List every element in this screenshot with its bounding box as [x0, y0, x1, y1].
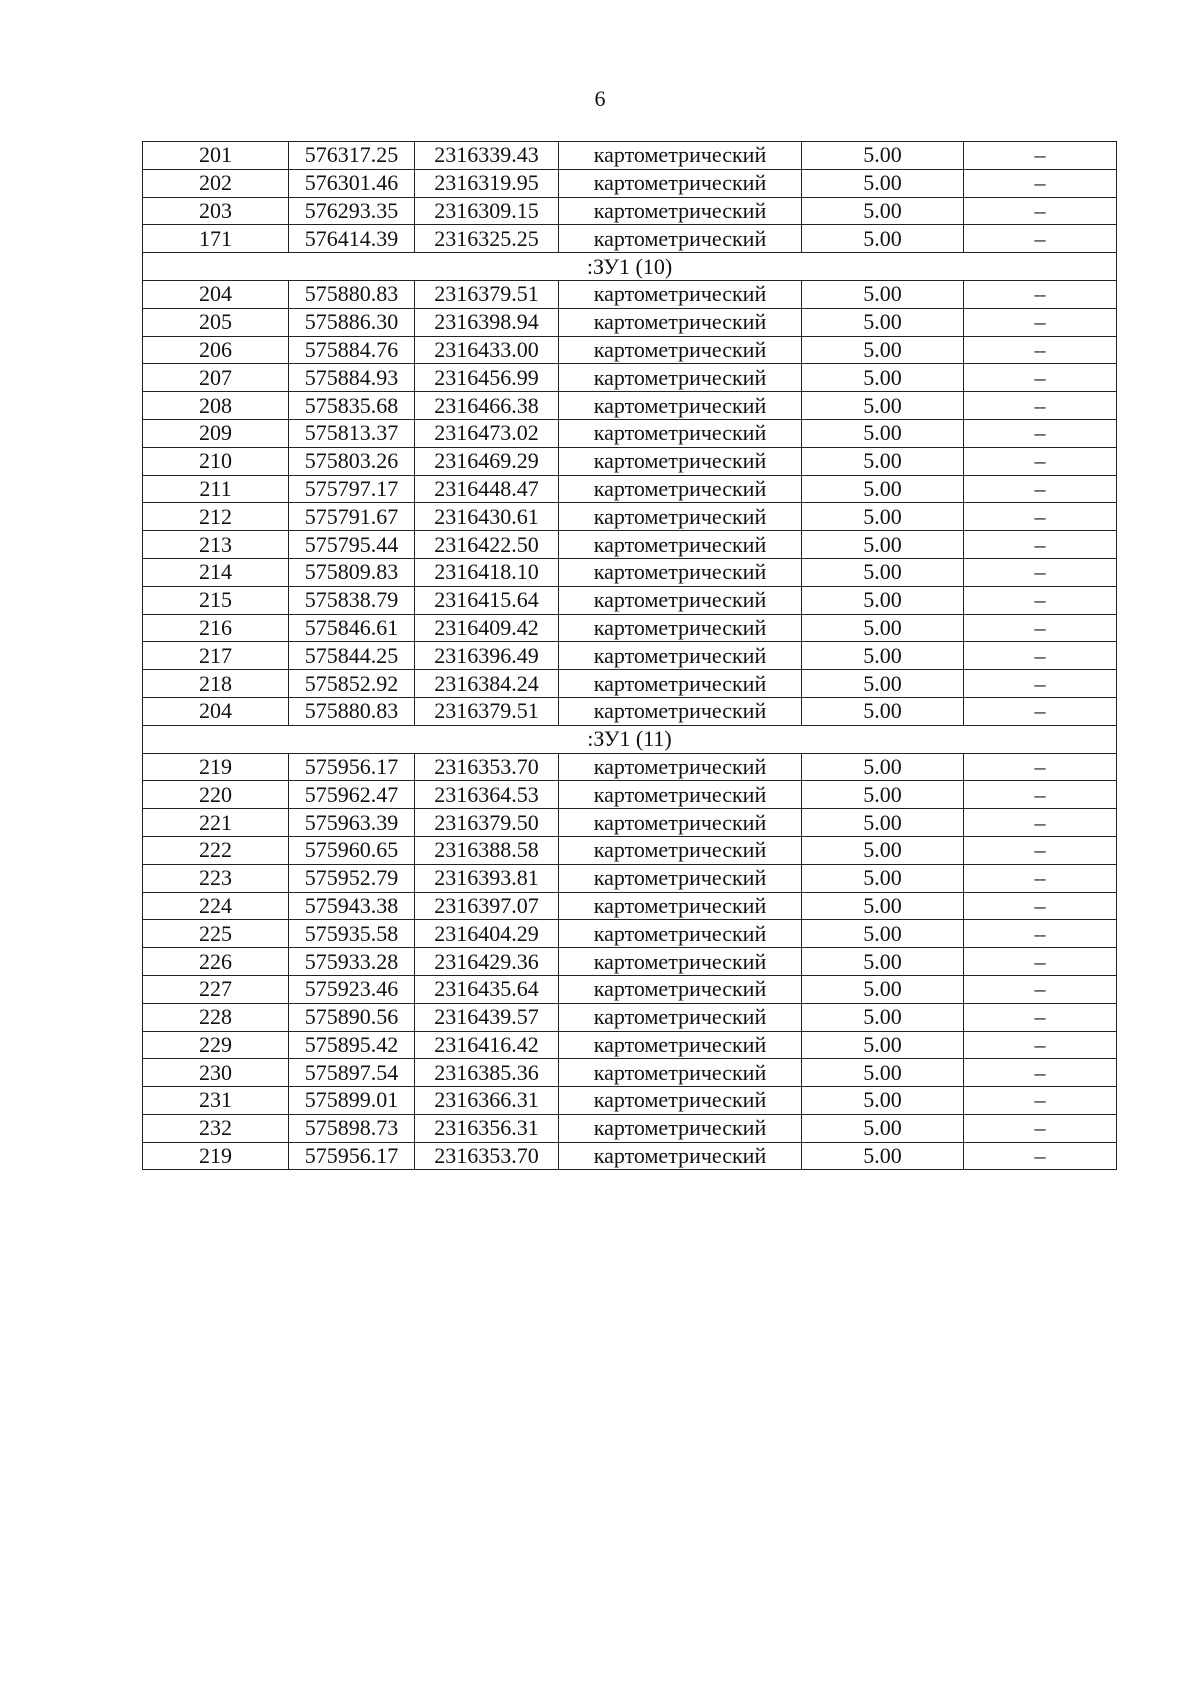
description-cell: –	[964, 642, 1117, 670]
x-coordinate-cell: 575897.54	[289, 1059, 415, 1087]
table-row	[143, 308, 1117, 336]
y-coordinate-cell: 2316356.31	[415, 1114, 559, 1142]
method-cell: картометрический	[559, 197, 802, 225]
table-row	[143, 781, 1117, 809]
y-coordinate-cell: 2316379.51	[415, 280, 559, 308]
description-cell: –	[964, 169, 1117, 197]
method-cell: картометрический	[559, 697, 802, 725]
table-row	[143, 948, 1117, 976]
description-cell: –	[964, 475, 1117, 503]
x-coordinate-cell: 575797.17	[289, 475, 415, 503]
y-coordinate-cell: 2316325.25	[415, 225, 559, 253]
method-cell: картометрический	[559, 419, 802, 447]
y-coordinate-cell: 2316397.07	[415, 892, 559, 920]
y-coordinate-cell: 2316385.36	[415, 1059, 559, 1087]
method-cell: картометрический	[559, 225, 802, 253]
table-row	[143, 809, 1117, 837]
x-coordinate-cell: 575963.39	[289, 809, 415, 837]
x-coordinate-cell: 575813.37	[289, 419, 415, 447]
x-coordinate-cell: 576301.46	[289, 169, 415, 197]
method-cell: картометрический	[559, 558, 802, 586]
method-cell: картометрический	[559, 447, 802, 475]
x-coordinate-cell: 575962.47	[289, 781, 415, 809]
table-row	[143, 1142, 1117, 1170]
x-coordinate-cell: 576414.39	[289, 225, 415, 253]
description-cell: –	[964, 1031, 1117, 1059]
y-coordinate-cell: 2316448.47	[415, 475, 559, 503]
description-cell: –	[964, 975, 1117, 1003]
point-number-cell: 205	[143, 308, 289, 336]
accuracy-cell: 5.00	[802, 642, 964, 670]
x-coordinate-cell: 575898.73	[289, 1114, 415, 1142]
accuracy-cell: 5.00	[802, 308, 964, 336]
y-coordinate-cell: 2316422.50	[415, 531, 559, 559]
x-coordinate-cell: 575890.56	[289, 1003, 415, 1031]
table-row	[143, 1003, 1117, 1031]
method-cell: картометрический	[559, 503, 802, 531]
point-number-cell: 231	[143, 1087, 289, 1115]
x-coordinate-cell: 575844.25	[289, 642, 415, 670]
table-row	[143, 892, 1117, 920]
description-cell: –	[964, 809, 1117, 837]
description-cell: –	[964, 1114, 1117, 1142]
point-number-cell: 210	[143, 447, 289, 475]
point-number-cell: 224	[143, 892, 289, 920]
table-row	[143, 280, 1117, 308]
description-cell: –	[964, 1087, 1117, 1115]
point-number-cell: 230	[143, 1059, 289, 1087]
group-header-row	[143, 725, 1117, 753]
x-coordinate-cell: 575943.38	[289, 892, 415, 920]
x-coordinate-cell: 575895.42	[289, 1031, 415, 1059]
method-cell: картометрический	[559, 864, 802, 892]
method-cell: картометрический	[559, 1142, 802, 1170]
description-cell: –	[964, 781, 1117, 809]
method-cell: картометрический	[559, 336, 802, 364]
point-number-cell: 227	[143, 975, 289, 1003]
y-coordinate-cell: 2316353.70	[415, 753, 559, 781]
point-number-cell: 226	[143, 948, 289, 976]
accuracy-cell: 5.00	[802, 975, 964, 1003]
description-cell: –	[964, 753, 1117, 781]
point-number-cell: 229	[143, 1031, 289, 1059]
group-label: :ЗУ1 (10)	[143, 253, 1117, 281]
description-cell: –	[964, 614, 1117, 642]
description-cell: –	[964, 864, 1117, 892]
accuracy-cell: 5.00	[802, 364, 964, 392]
point-number-cell: 222	[143, 836, 289, 864]
accuracy-cell: 5.00	[802, 419, 964, 447]
point-number-cell: 212	[143, 503, 289, 531]
accuracy-cell: 5.00	[802, 503, 964, 531]
method-cell: картометрический	[559, 364, 802, 392]
x-coordinate-cell: 575880.83	[289, 697, 415, 725]
description-cell: –	[964, 1059, 1117, 1087]
accuracy-cell: 5.00	[802, 781, 964, 809]
x-coordinate-cell: 575899.01	[289, 1087, 415, 1115]
method-cell: картометрический	[559, 1114, 802, 1142]
method-cell: картометрический	[559, 1031, 802, 1059]
y-coordinate-cell: 2316319.95	[415, 169, 559, 197]
accuracy-cell: 5.00	[802, 614, 964, 642]
description-cell: –	[964, 1003, 1117, 1031]
method-cell: картометрический	[559, 169, 802, 197]
accuracy-cell: 5.00	[802, 809, 964, 837]
table-row	[143, 864, 1117, 892]
accuracy-cell: 5.00	[802, 697, 964, 725]
group-label: :ЗУ1 (11)	[143, 725, 1117, 753]
y-coordinate-cell: 2316418.10	[415, 558, 559, 586]
y-coordinate-cell: 2316435.64	[415, 975, 559, 1003]
y-coordinate-cell: 2316409.42	[415, 614, 559, 642]
table-row	[143, 642, 1117, 670]
y-coordinate-cell: 2316456.99	[415, 364, 559, 392]
accuracy-cell: 5.00	[802, 864, 964, 892]
description-cell: –	[964, 836, 1117, 864]
y-coordinate-cell: 2316433.00	[415, 336, 559, 364]
y-coordinate-cell: 2316366.31	[415, 1087, 559, 1115]
table-row	[143, 197, 1117, 225]
point-number-cell: 232	[143, 1114, 289, 1142]
method-cell: картометрический	[559, 948, 802, 976]
point-number-cell: 218	[143, 670, 289, 698]
accuracy-cell: 5.00	[802, 892, 964, 920]
table-row	[143, 225, 1117, 253]
accuracy-cell: 5.00	[802, 392, 964, 420]
x-coordinate-cell: 575886.30	[289, 308, 415, 336]
point-number-cell: 206	[143, 336, 289, 364]
y-coordinate-cell: 2316430.61	[415, 503, 559, 531]
point-number-cell: 220	[143, 781, 289, 809]
accuracy-cell: 5.00	[802, 586, 964, 614]
table-row	[143, 753, 1117, 781]
point-number-cell: 215	[143, 586, 289, 614]
x-coordinate-cell: 575835.68	[289, 392, 415, 420]
accuracy-cell: 5.00	[802, 225, 964, 253]
method-cell: картометрический	[559, 753, 802, 781]
method-cell: картометрический	[559, 836, 802, 864]
method-cell: картометрический	[559, 975, 802, 1003]
description-cell: –	[964, 892, 1117, 920]
table-row	[143, 1087, 1117, 1115]
accuracy-cell: 5.00	[802, 447, 964, 475]
description-cell: –	[964, 336, 1117, 364]
table-row	[143, 1059, 1117, 1087]
point-number-cell: 225	[143, 920, 289, 948]
table-row	[143, 392, 1117, 420]
y-coordinate-cell: 2316415.64	[415, 586, 559, 614]
coordinates-table	[142, 141, 1117, 1170]
y-coordinate-cell: 2316379.50	[415, 809, 559, 837]
method-cell: картометрический	[559, 809, 802, 837]
description-cell: –	[964, 670, 1117, 698]
point-number-cell: 202	[143, 169, 289, 197]
table-row	[143, 1114, 1117, 1142]
table-row	[143, 475, 1117, 503]
description-cell: –	[964, 447, 1117, 475]
description-cell: –	[964, 392, 1117, 420]
description-cell: –	[964, 142, 1117, 170]
accuracy-cell: 5.00	[802, 1059, 964, 1087]
point-number-cell: 213	[143, 531, 289, 559]
x-coordinate-cell: 575923.46	[289, 975, 415, 1003]
x-coordinate-cell: 575880.83	[289, 280, 415, 308]
point-number-cell: 219	[143, 753, 289, 781]
point-number-cell: 208	[143, 392, 289, 420]
accuracy-cell: 5.00	[802, 1142, 964, 1170]
y-coordinate-cell: 2316416.42	[415, 1031, 559, 1059]
y-coordinate-cell: 2316364.53	[415, 781, 559, 809]
method-cell: картометрический	[559, 920, 802, 948]
description-cell: –	[964, 225, 1117, 253]
accuracy-cell: 5.00	[802, 1114, 964, 1142]
x-coordinate-cell: 576317.25	[289, 142, 415, 170]
description-cell: –	[964, 697, 1117, 725]
group-header-row	[143, 253, 1117, 281]
point-number-cell: 221	[143, 809, 289, 837]
x-coordinate-cell: 575956.17	[289, 753, 415, 781]
description-cell: –	[964, 1142, 1117, 1170]
table-row	[143, 697, 1117, 725]
method-cell: картометрический	[559, 392, 802, 420]
x-coordinate-cell: 575803.26	[289, 447, 415, 475]
accuracy-cell: 5.00	[802, 558, 964, 586]
x-coordinate-cell: 575838.79	[289, 586, 415, 614]
y-coordinate-cell: 2316439.57	[415, 1003, 559, 1031]
y-coordinate-cell: 2316393.81	[415, 864, 559, 892]
x-coordinate-cell: 575884.93	[289, 364, 415, 392]
table-row	[143, 558, 1117, 586]
accuracy-cell: 5.00	[802, 531, 964, 559]
point-number-cell: 201	[143, 142, 289, 170]
table-row	[143, 920, 1117, 948]
point-number-cell: 203	[143, 197, 289, 225]
point-number-cell: 228	[143, 1003, 289, 1031]
x-coordinate-cell: 575952.79	[289, 864, 415, 892]
method-cell: картометрический	[559, 1059, 802, 1087]
accuracy-cell: 5.00	[802, 948, 964, 976]
x-coordinate-cell: 575852.92	[289, 670, 415, 698]
method-cell: картометрический	[559, 892, 802, 920]
y-coordinate-cell: 2316398.94	[415, 308, 559, 336]
accuracy-cell: 5.00	[802, 169, 964, 197]
accuracy-cell: 5.00	[802, 1087, 964, 1115]
table-row	[143, 364, 1117, 392]
y-coordinate-cell: 2316309.15	[415, 197, 559, 225]
accuracy-cell: 5.00	[802, 1003, 964, 1031]
table-row	[143, 614, 1117, 642]
accuracy-cell: 5.00	[802, 753, 964, 781]
description-cell: –	[964, 308, 1117, 336]
method-cell: картометрический	[559, 531, 802, 559]
y-coordinate-cell: 2316339.43	[415, 142, 559, 170]
description-cell: –	[964, 503, 1117, 531]
description-cell: –	[964, 558, 1117, 586]
table-row	[143, 975, 1117, 1003]
point-number-cell: 211	[143, 475, 289, 503]
accuracy-cell: 5.00	[802, 142, 964, 170]
x-coordinate-cell: 575960.65	[289, 836, 415, 864]
table-row	[143, 1031, 1117, 1059]
page-number: 6	[594, 86, 606, 111]
accuracy-cell: 5.00	[802, 475, 964, 503]
accuracy-cell: 5.00	[802, 670, 964, 698]
method-cell: картометрический	[559, 308, 802, 336]
method-cell: картометрический	[559, 1003, 802, 1031]
point-number-cell: 216	[143, 614, 289, 642]
description-cell: –	[964, 920, 1117, 948]
point-number-cell: 204	[143, 280, 289, 308]
x-coordinate-cell: 575791.67	[289, 503, 415, 531]
point-number-cell: 207	[143, 364, 289, 392]
y-coordinate-cell: 2316379.51	[415, 697, 559, 725]
description-cell: –	[964, 419, 1117, 447]
method-cell: картометрический	[559, 642, 802, 670]
method-cell: картометрический	[559, 586, 802, 614]
accuracy-cell: 5.00	[802, 197, 964, 225]
y-coordinate-cell: 2316384.24	[415, 670, 559, 698]
point-number-cell: 209	[143, 419, 289, 447]
accuracy-cell: 5.00	[802, 920, 964, 948]
point-number-cell: 204	[143, 697, 289, 725]
table-row	[143, 169, 1117, 197]
y-coordinate-cell: 2316466.38	[415, 392, 559, 420]
y-coordinate-cell: 2316469.29	[415, 447, 559, 475]
point-number-cell: 171	[143, 225, 289, 253]
table-row	[143, 531, 1117, 559]
y-coordinate-cell: 2316396.49	[415, 642, 559, 670]
table-row	[143, 670, 1117, 698]
y-coordinate-cell: 2316404.29	[415, 920, 559, 948]
x-coordinate-cell: 575935.58	[289, 920, 415, 948]
method-cell: картометрический	[559, 142, 802, 170]
x-coordinate-cell: 575933.28	[289, 948, 415, 976]
method-cell: картометрический	[559, 475, 802, 503]
x-coordinate-cell: 575884.76	[289, 336, 415, 364]
x-coordinate-cell: 575809.83	[289, 558, 415, 586]
point-number-cell: 217	[143, 642, 289, 670]
method-cell: картометрический	[559, 670, 802, 698]
description-cell: –	[964, 586, 1117, 614]
x-coordinate-cell: 575795.44	[289, 531, 415, 559]
point-number-cell: 223	[143, 864, 289, 892]
x-coordinate-cell: 575846.61	[289, 614, 415, 642]
method-cell: картометрический	[559, 781, 802, 809]
y-coordinate-cell: 2316388.58	[415, 836, 559, 864]
table-row	[143, 586, 1117, 614]
method-cell: картометрический	[559, 1087, 802, 1115]
description-cell: –	[964, 280, 1117, 308]
method-cell: картометрический	[559, 614, 802, 642]
table-row	[143, 836, 1117, 864]
accuracy-cell: 5.00	[802, 336, 964, 364]
table-row	[143, 142, 1117, 170]
description-cell: –	[964, 364, 1117, 392]
description-cell: –	[964, 197, 1117, 225]
y-coordinate-cell: 2316429.36	[415, 948, 559, 976]
table-row	[143, 419, 1117, 447]
table-row	[143, 336, 1117, 364]
table-row	[143, 503, 1117, 531]
y-coordinate-cell: 2316353.70	[415, 1142, 559, 1170]
point-number-cell: 214	[143, 558, 289, 586]
table-body	[143, 142, 1117, 1170]
x-coordinate-cell: 575956.17	[289, 1142, 415, 1170]
y-coordinate-cell: 2316473.02	[415, 419, 559, 447]
point-number-cell: 219	[143, 1142, 289, 1170]
accuracy-cell: 5.00	[802, 1031, 964, 1059]
accuracy-cell: 5.00	[802, 836, 964, 864]
description-cell: –	[964, 531, 1117, 559]
x-coordinate-cell: 576293.35	[289, 197, 415, 225]
method-cell: картометрический	[559, 280, 802, 308]
table-row	[143, 447, 1117, 475]
accuracy-cell: 5.00	[802, 280, 964, 308]
description-cell: –	[964, 948, 1117, 976]
